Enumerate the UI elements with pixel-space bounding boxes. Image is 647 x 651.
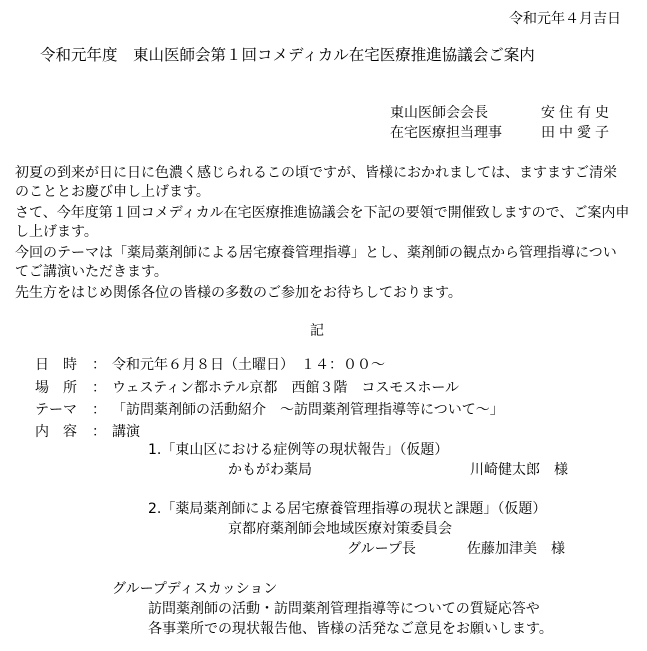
group-discussion-heading: グループディスカッション: [112, 581, 278, 597]
closing-paragraph: 先生方をはじめ関係各位の皆様の多数のご参加をお待ちしております。: [15, 285, 462, 301]
ki-heading: 記: [310, 323, 324, 339]
content-value: 講演: [112, 424, 140, 440]
lecture-2-speaker: 佐藤加津美 様: [467, 541, 565, 557]
place-value: ウェスティン都ホテル京都 西館３階 コスモスホール: [112, 380, 460, 396]
announcement-paragraph: さて、今年度第１回コメディカル在宅医療推進協議会を下記の要領で開催致しますので、ご案内申し上げます。: [15, 205, 630, 240]
content-label: 内 容: [35, 424, 77, 440]
date-value: 令和元年６月８日（土曜日） １４：００～: [112, 357, 385, 373]
lecture-1-speaker: 川崎健太郎 様: [470, 462, 568, 478]
theme-colon: ：: [92, 402, 106, 418]
lecture-2-affiliation: 京都府薬剤師会地域医療対策委員会: [228, 521, 452, 537]
content-colon: ：: [92, 424, 106, 440]
signatory-role-president: 東山医師会会長: [390, 105, 488, 121]
greeting-paragraph: 初夏の到来が日に日に色濃く感じられるこの頃ですが、皆様におかれましては、ますますご清栄のこととお慶び申し上げます。: [15, 165, 617, 200]
signatory-role-director: 在宅医療担当理事: [390, 125, 502, 141]
group-discussion-line-2: 各事業所での現状報告他、皆様の活発なご意見をお願いします。: [148, 621, 553, 637]
theme-value: 「訪問薬剤師の活動紹介 ～訪問薬剤管理指導等について～」: [112, 402, 504, 418]
theme-label: テーマ: [35, 402, 77, 418]
theme-paragraph: 今回のテーマは「薬局薬剤師による居宅療養管理指導」とし、薬剤師の観点から管理指導についてご講演いただきます。: [15, 245, 617, 280]
signatory-name-director: 田中愛子: [541, 125, 613, 141]
lecture-1-title: 1.「東山区における症例等の現状報告」（仮題）: [148, 442, 449, 458]
date-colon: ：: [92, 357, 106, 373]
group-discussion-line-1: 訪問薬剤師の活動・訪問薬剤管理指導等についての質疑応答や: [148, 601, 540, 617]
place-colon: ：: [92, 380, 106, 396]
place-label: 場 所: [35, 380, 77, 396]
date-label: 日 時: [35, 357, 77, 373]
document-date: 令和元年４月吉日: [509, 11, 621, 27]
signatory-name-president: 安住有史: [541, 105, 613, 121]
lecture-1-affiliation: かもがわ薬局: [228, 462, 312, 478]
lecture-2-title: 2.「薬局薬剤師による居宅療養管理指導の現状と課題」（仮題）: [148, 501, 547, 517]
document-title: 令和元年度 東山医師会第１回コメディカル在宅医療推進協議会ご案内: [40, 46, 535, 64]
lecture-2-position: グループ長: [347, 541, 416, 557]
